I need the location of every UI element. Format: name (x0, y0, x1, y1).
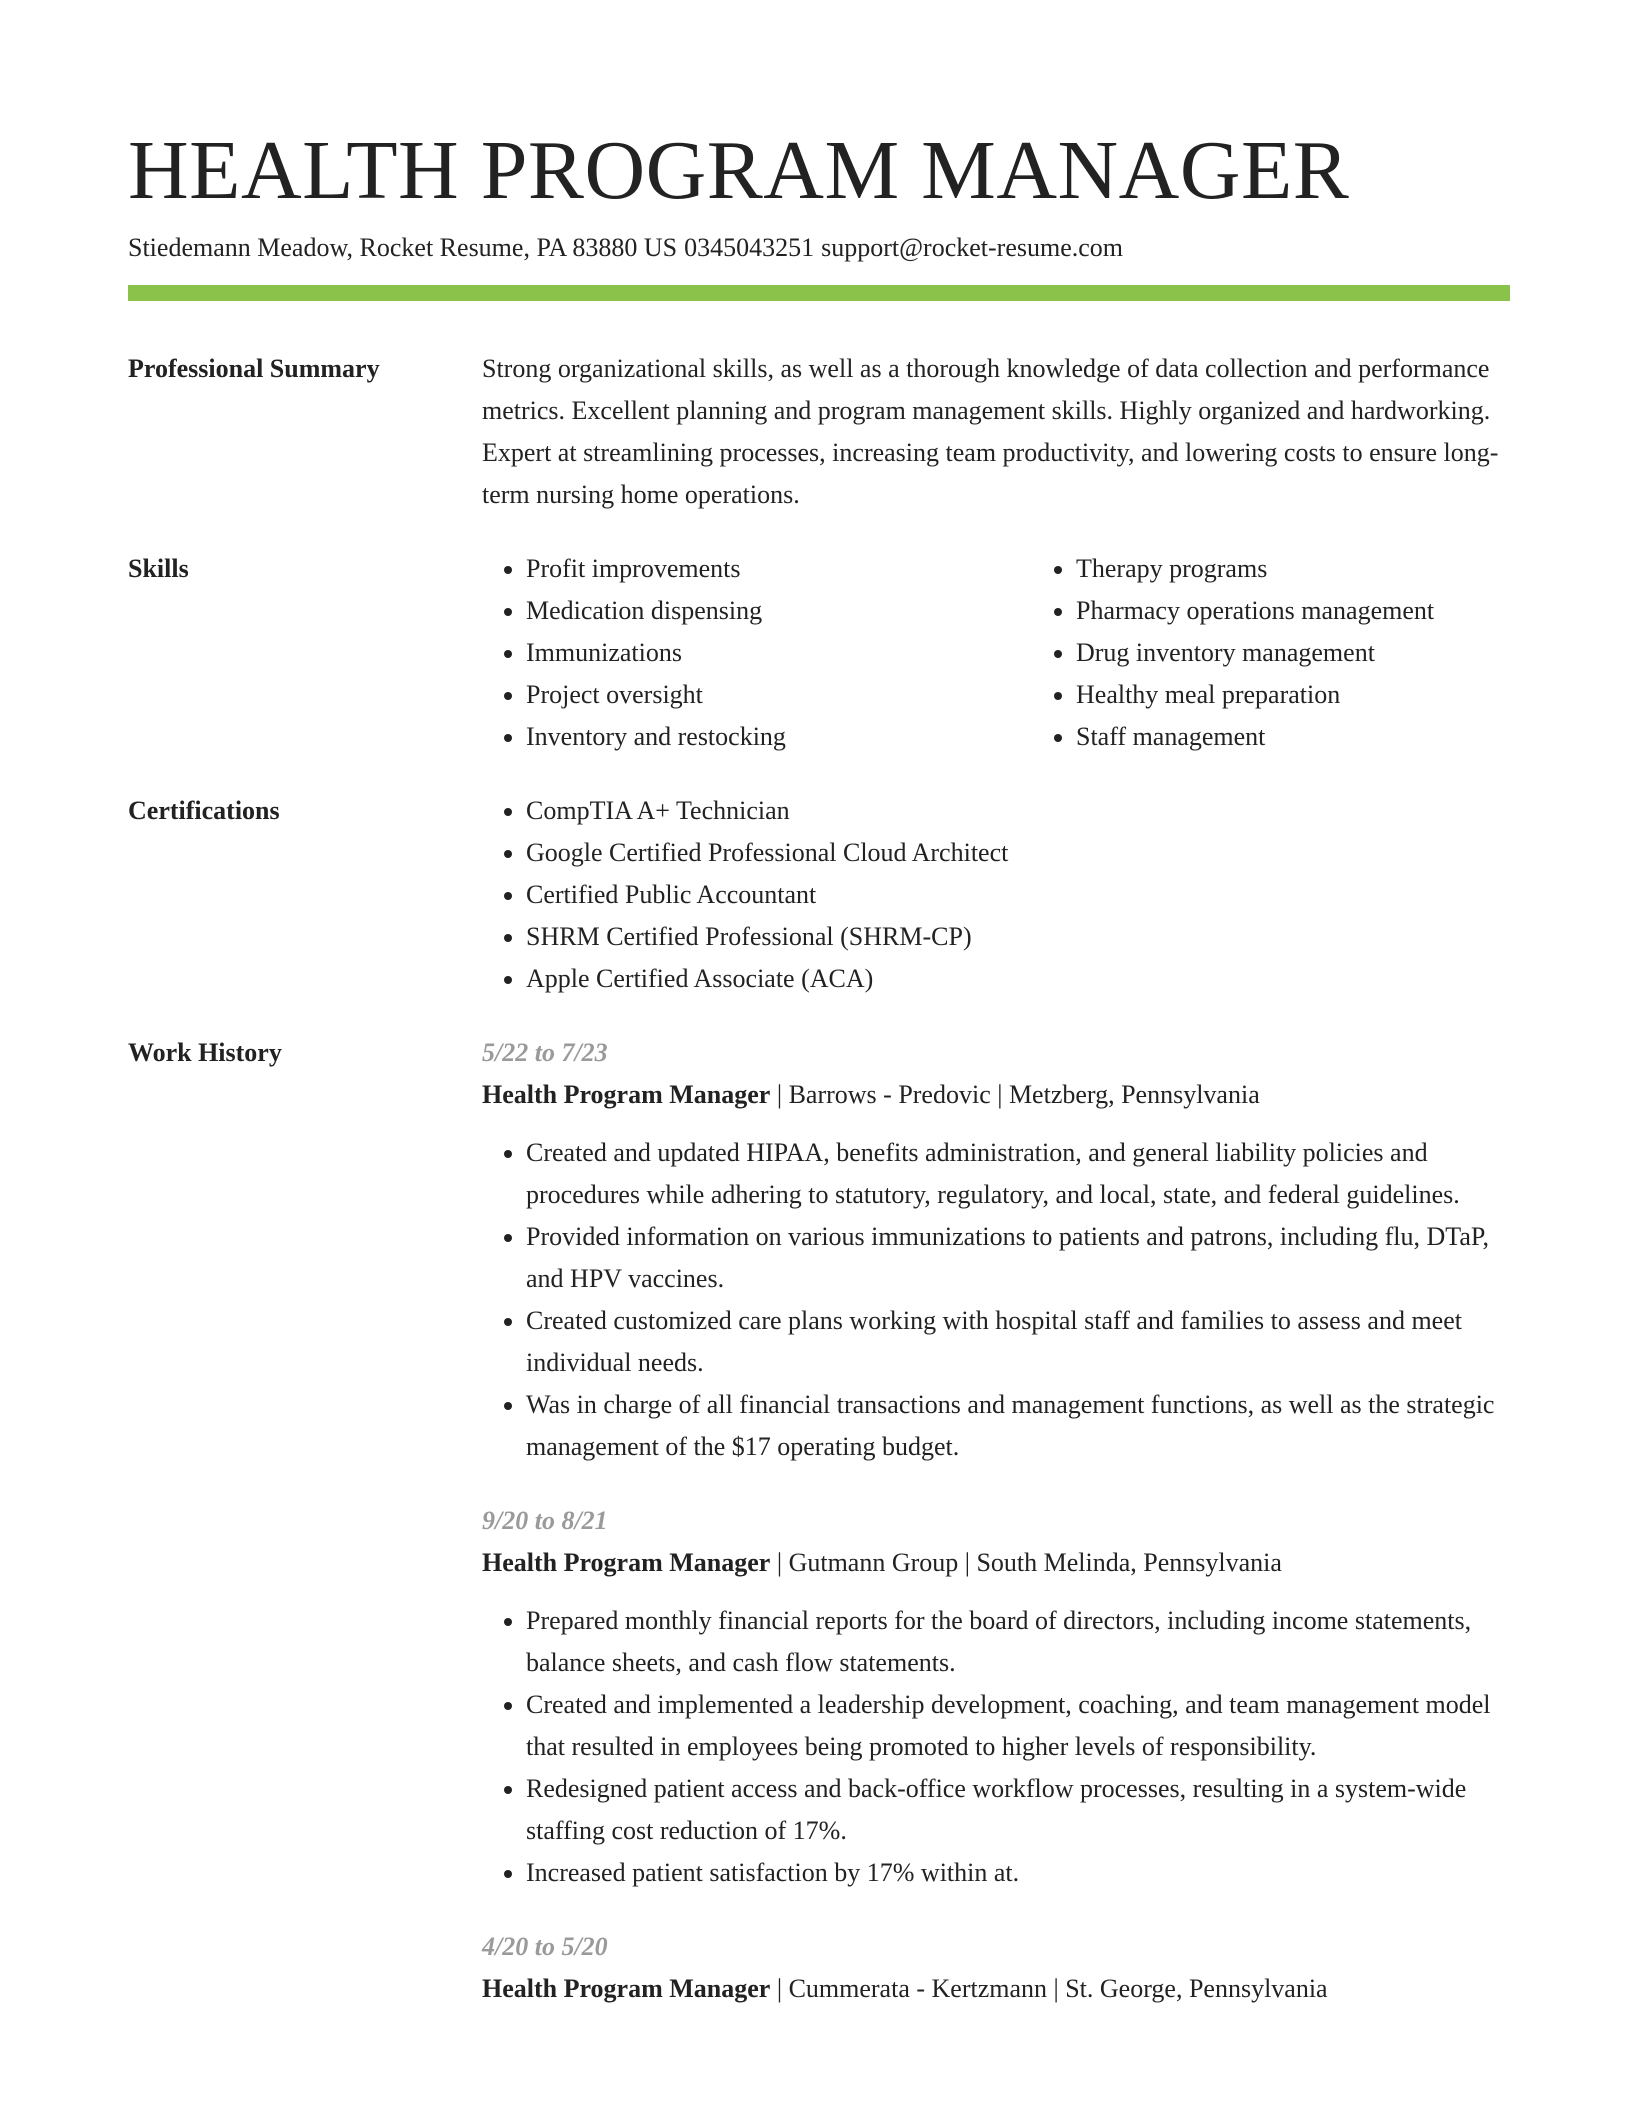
summary-section (128, 348, 1510, 516)
job-dates: 5/22 to 7/23 (482, 1038, 608, 1067)
job-title: Health Program Manager (482, 1080, 771, 1109)
job-bullet: • Redesigned patient access and back-office workflow processes, resulting in a system-wide staffing cost reduction of 17%. (526, 1768, 1510, 1852)
work-history-body (482, 1032, 1510, 2010)
certifications-list (482, 790, 1510, 1000)
section-title-summary: Professional Summary (128, 354, 380, 383)
contact-phone: 0345043251 (684, 233, 815, 262)
job-dates: 4/20 to 5/20 (482, 1932, 608, 1961)
certification-item: • Apple Certified Associate (ACA) (526, 958, 1510, 1000)
skill-item: • Drug inventory management (1076, 632, 1582, 674)
accent-divider (128, 285, 1510, 301)
job-heading: Health Program Manager | Cummerata - Kertzmann | St. George, Pennsylvania (482, 1974, 1328, 2003)
skills-list-left (482, 548, 1032, 758)
skill-item: • Pharmacy operations management (1076, 590, 1582, 632)
skill-item: • Healthy meal preparation (1076, 674, 1582, 716)
job-bullet: • Prepared monthly financial reports for the board of directors, including income statements, balance sheets, and cash flow statements. (526, 1600, 1510, 1684)
skill-item: • Inventory and restocking (526, 716, 1032, 758)
certification-item: • SHRM Certified Professional (SHRM-CP) (526, 916, 1510, 958)
job-entry (482, 1926, 1510, 2010)
skill-item: • Project oversight (526, 674, 1032, 716)
certification-item: • Google Certified Professional Cloud Architect (526, 832, 1510, 874)
job-title: Health Program Manager (482, 1974, 771, 2003)
contact-email: support@rocket-resume.com (821, 233, 1124, 262)
job-bullet: • Created and implemented a leadership development, coaching, and team management model that resulted in employees being promoted to higher levels of responsibility. (526, 1684, 1510, 1768)
contact-address: Stiedemann Meadow, Rocket Resume, PA 83880 US (128, 233, 678, 262)
resume-page (128, 0, 1510, 2010)
skill-item: • Immunizations (526, 632, 1032, 674)
certifications-body (482, 790, 1510, 1000)
skill-item: • Staff management (1076, 716, 1582, 758)
skills-grid (482, 548, 1582, 758)
job-bullet: • Created and updated HIPAA, benefits administration, and general liability policies and procedures while adhering to statutory, regulatory, and local, state, and federal guidelines. (526, 1132, 1510, 1216)
job-heading: Health Program Manager | Barrows - Predovic | Metzberg, Pennsylvania (482, 1080, 1260, 1109)
job-bullets (482, 1132, 1510, 1468)
section-title-certifications: Certifications (128, 796, 280, 825)
job-bullet: • Increased patient satisfaction by 17% within at. (526, 1852, 1510, 1894)
job-heading: Health Program Manager | Gutmann Group | South Melinda, Pennsylvania (482, 1548, 1282, 1577)
job-bullets (482, 1600, 1510, 1894)
job-dates: 9/20 to 8/21 (482, 1506, 608, 1535)
job-bullet: • Provided information on various immunizations to patients and patrons, including flu, DTaP, and HPV vaccines. (526, 1216, 1510, 1300)
certification-item: • CompTIA A+ Technician (526, 790, 1510, 832)
job-entry (482, 1500, 1510, 1894)
skill-item: • Medication dispensing (526, 590, 1032, 632)
skill-item: • Therapy programs (1076, 548, 1582, 590)
job-details: Gutmann Group | South Melinda, Pennsylvania (788, 1548, 1282, 1577)
certification-item: • Certified Public Accountant (526, 874, 1510, 916)
resume-name: HEALTH PROGRAM MANAGER (128, 124, 1350, 217)
job-entry (482, 1032, 1510, 1468)
skill-item: • Profit improvements (526, 548, 1032, 590)
section-title-skills: Skills (128, 554, 189, 583)
job-bullet: • Was in charge of all financial transactions and management functions, as well as the strategic management of the $17 operating budget. (526, 1384, 1510, 1468)
section-title-work-history: Work History (128, 1038, 282, 1067)
contact-line (128, 231, 1510, 265)
summary-text: Strong organizational skills, as well as a thorough knowledge of data collection and performance metrics. Excellent planning and program management skills. Highly organized and hardworking. Expert at streamlining processes, increasing team productivity, and lowering costs to ensure long-term nursing home operations. (482, 354, 1499, 509)
job-details: Cummerata - Kertzmann | St. George, Pennsylvania (788, 1974, 1328, 2003)
certifications-section (128, 790, 1510, 1000)
job-bullet: • Created customized care plans working with hospital staff and families to assess and meet individual needs. (526, 1300, 1510, 1384)
job-details: Barrows - Predovic | Metzberg, Pennsylvania (788, 1080, 1260, 1109)
work-history-section (128, 1032, 1510, 2010)
job-title: Health Program Manager (482, 1548, 771, 1577)
skills-section (128, 548, 1510, 758)
skills-list-right (1032, 548, 1582, 758)
